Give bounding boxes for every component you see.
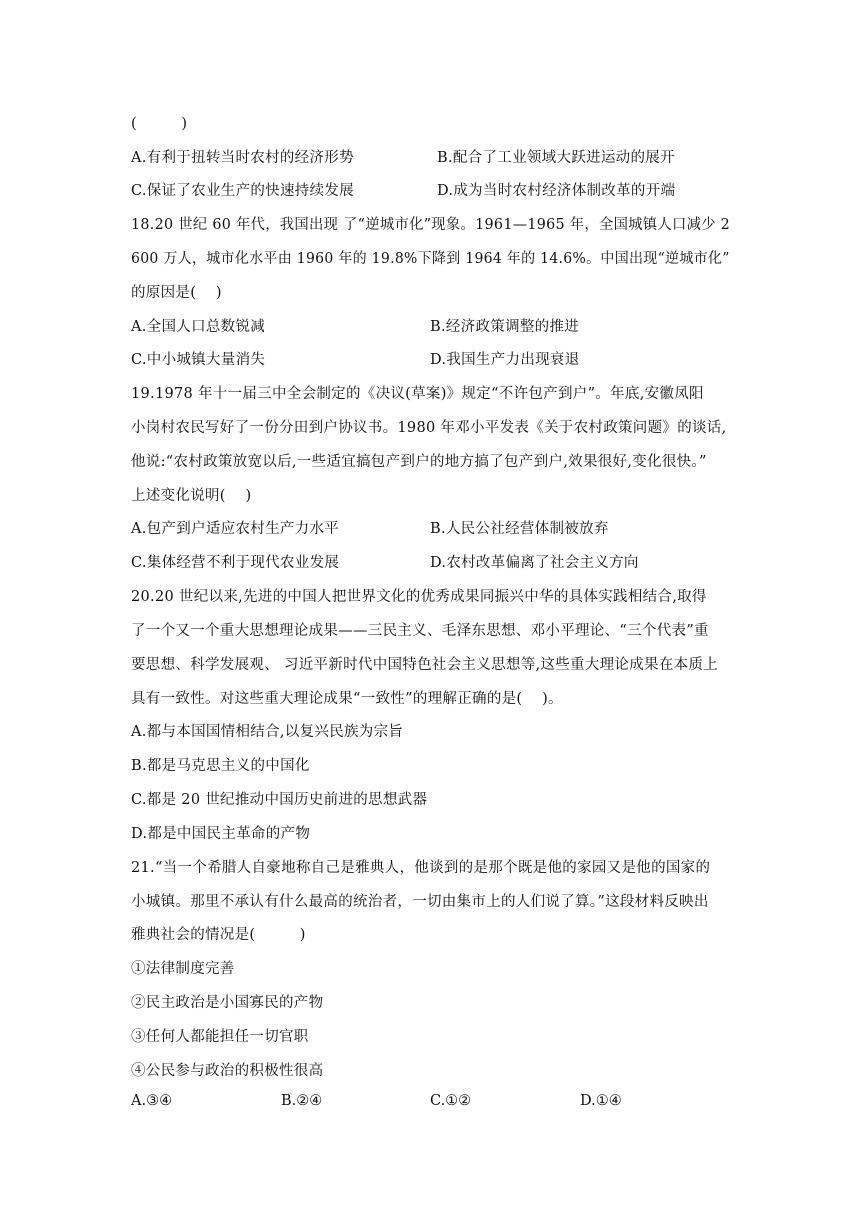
q20-stem-line-3: 要思想、科学发展观、 习近平新时代中国特色社会主义思想等,这些重大理论成果在本质上 — [131, 657, 719, 673]
q19-stem-line-4: 上述变化说明( ) — [131, 488, 252, 504]
q19-option-c: C.集体经营不利于现代农业发展 — [131, 555, 340, 571]
q20-stem-line-1: 20.20 世纪以来,先进的中国人把世界文化的优秀成果同振兴中华的具体实践相结合,取得 — [131, 589, 707, 605]
q21-item-2: ②民主政治是小国寡民的产物 — [131, 995, 324, 1011]
q19-stem-line-3: 他说:“农村政策放宽以后,一些适宜搞包产到户的地方搞了包产到户,效果很好,变化很快。” — [131, 454, 707, 470]
q21-stem-line-1: 21.“当一个希腊人自豪地称自己是雅典人，他谈到的是那个既是他的家园又是他的国家的 — [131, 860, 711, 876]
q17-answer-blank: ( ) — [131, 116, 188, 132]
q17-option-a: A.有利于扭转当时农村的经济形势 — [131, 150, 354, 166]
q17-option-c: C.保证了农业生产的快速持续发展 — [131, 183, 354, 199]
q20-stem-line-4: 具有一致性。对这些重大理论成果“一致性”的理解正确的是( )。 — [131, 691, 563, 707]
q19-stem-line-1: 19.1978 年十一届三中全会制定的《决议(草案)》规定“不许包产到户”。年底,安徽凤阳 — [131, 386, 704, 402]
q20-option-d: D.都是中国民主革命的产物 — [131, 826, 311, 842]
q21-option-b: B.②④ — [281, 1093, 323, 1109]
q21-item-4: ④公民参与政治的积极性很高 — [131, 1063, 324, 1079]
q17-option-d: D.成为当时农村经济体制改革的开端 — [437, 183, 676, 199]
q18-option-b: B.经济政策调整的推进 — [430, 319, 580, 335]
q20-stem-line-2: 了一个又一个重大思想理论成果——三民主义、毛泽东思想、邓小平理论、“三个代表”重 — [131, 623, 709, 639]
q21-item-3: ③任何人都能担任一切官职 — [131, 1029, 309, 1045]
q17-option-b: B.配合了工业领域大跃进运动的展开 — [437, 150, 675, 166]
q19-option-b: B.人民公社经营体制被放弃 — [430, 521, 609, 537]
q19-option-d: D.农村改革偏离了社会主义方向 — [430, 555, 639, 571]
q21-option-d: D.①④ — [580, 1093, 622, 1109]
q18-stem-line-3: 的原因是( ) — [131, 285, 222, 301]
q21-option-c: C.①② — [430, 1093, 472, 1109]
q19-option-a: A.包产到户适应农村生产力水平 — [131, 521, 340, 537]
q18-option-a: A.全国人口总数锐减 — [131, 319, 266, 335]
q18-option-c: C.中小城镇大量消失 — [131, 352, 266, 368]
q21-stem-line-2: 小城镇。那里不承认有什么最高的统治者，一切由集市上的人们说了算。”这段材料反映出 — [131, 894, 709, 910]
q18-stem-line-1: 18.20 世纪 60 年代，我国出现 了“逆城市化”现象。1961—1965 年，全国城镇人口减少 2 — [131, 217, 731, 233]
q18-stem-line-2: 600 万人，城市化水平由 1960 年的 19.8%下降到 1964 年的 14.6%。中国出现“逆城市化” — [131, 251, 730, 267]
q21-stem-line-3: 雅典社会的情况是( ) — [131, 927, 306, 943]
q21-option-a: A.③④ — [131, 1093, 173, 1109]
q20-option-c: C.都是 20 世纪推动中国历史前进的思想武器 — [131, 792, 428, 808]
q19-stem-line-2: 小岗村农民写好了一份分田到户协议书。1980 年邓小平发表《关于农村政策问题》的谈话, — [131, 420, 727, 436]
q20-option-a: A.都与本国国情相结合,以复兴民族为宗旨 — [131, 724, 404, 740]
q20-option-b: B.都是马克思主义的中国化 — [131, 758, 310, 774]
q18-option-d: D.我国生产力出现衰退 — [430, 352, 580, 368]
q21-item-1: ①法律制度完善 — [131, 961, 235, 977]
